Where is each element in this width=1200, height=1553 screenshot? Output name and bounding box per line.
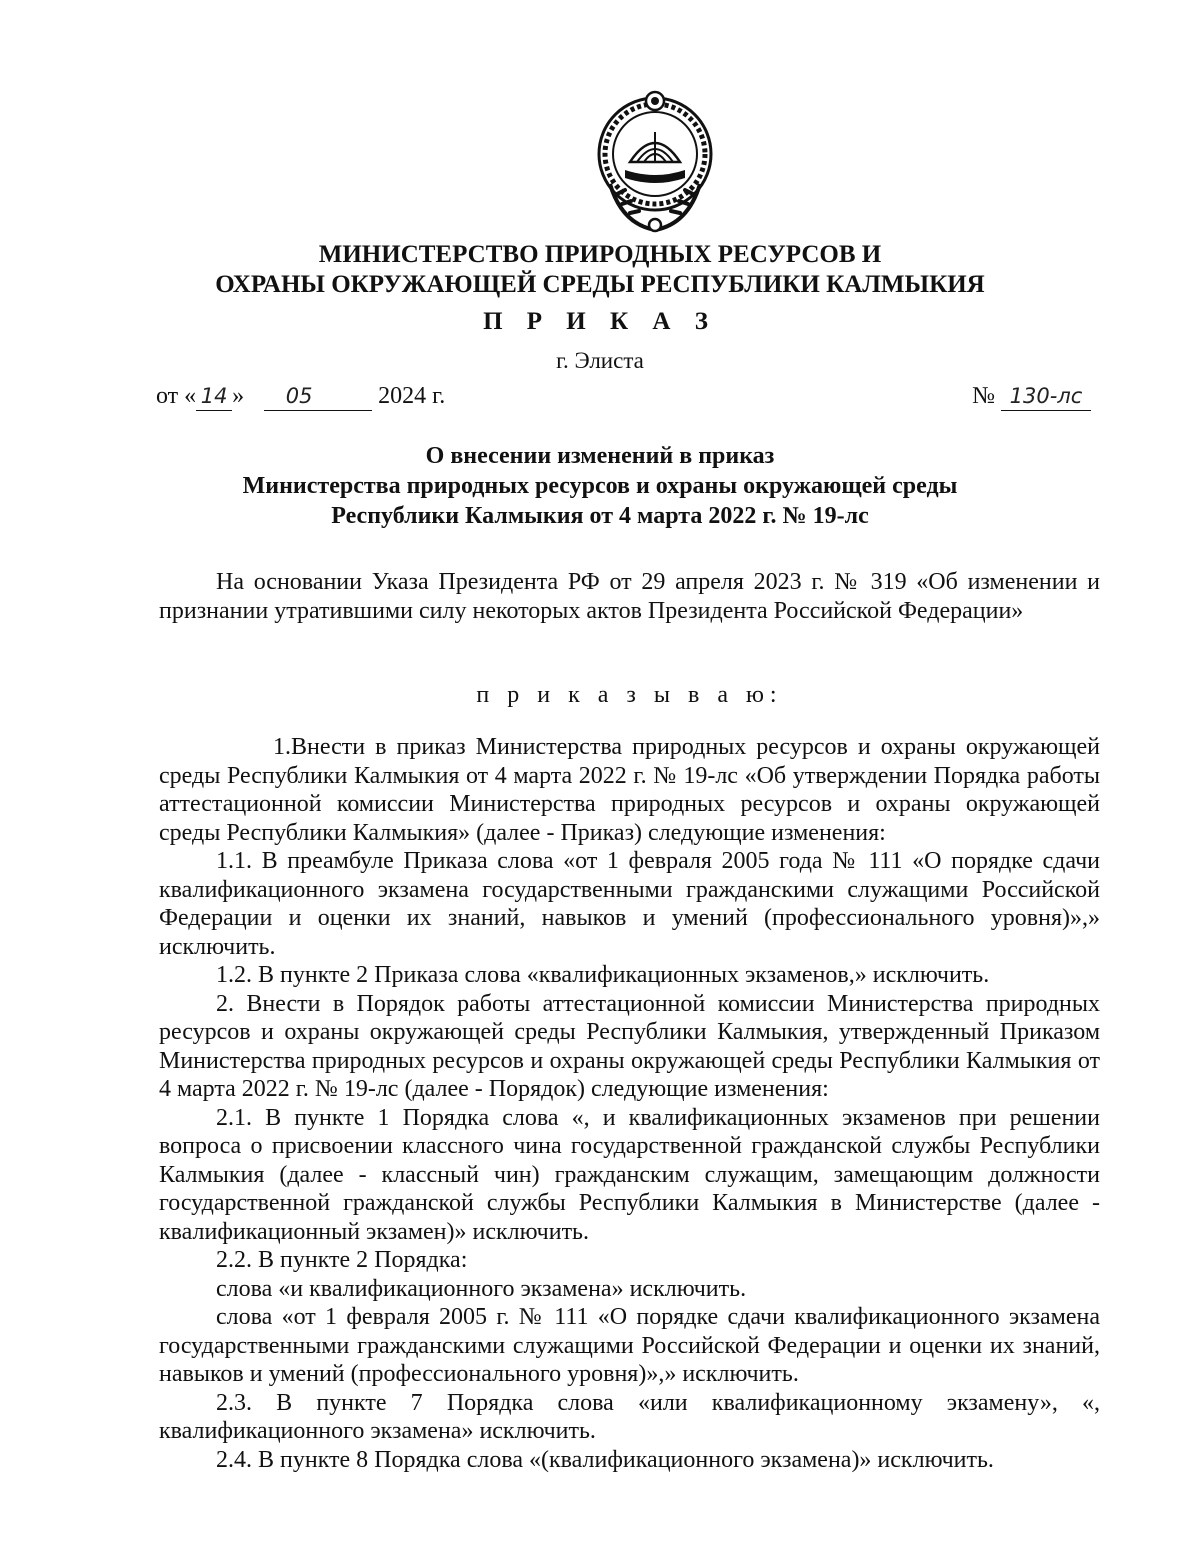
- order-item: слова «от 1 февраля 2005 г. № 111 «О порядке сдачи квалификационного экзамена государственными гражданскими служащими Российской Федерации и оценки их знаний, навыков и умений (профессионального уровня)»,» исключить.: [159, 1304, 1100, 1387]
- order-items: [159, 733, 1100, 1474]
- order-item: 2.2. В пункте 2 Порядка:: [216, 1247, 468, 1273]
- coat-of-arms-emblem-icon: [592, 84, 718, 234]
- order-item: [159, 733, 1100, 847]
- order-item: слова «и квалификационного экзамена» исключить.: [216, 1275, 747, 1302]
- order-date: [156, 383, 445, 411]
- date-mid: »: [232, 383, 245, 409]
- preamble: [159, 568, 1100, 625]
- order-item: 2. Внести в Порядок работы аттестационной комиссии Министерства природных ресурсов и охраны окружающей среды Республики Калмыкия, утвержденный Приказом Министерства природных ресурсов и охраны окружающей среды Республики Калмыкия от 4 марта 2022 г. № 19-лс (далее - Порядок) следующие изменения:: [159, 990, 1100, 1102]
- order-item: 2.1. В пункте 1 Порядка слова «, и квалификационных экзаменов при решении вопроса о присвоении классного чина государственной гражданской службы Республики Калмыкия (далее - классный чин) гражданским служащим, замещающим должности государственной гражданской службы Республики Калмыкия в Министерстве (далее - квалификационный экзамен)» исключить.: [159, 1104, 1100, 1245]
- order-number: [972, 383, 1091, 411]
- number-prefix: №: [972, 383, 995, 409]
- item-number: 1.: [273, 734, 291, 760]
- date-prefix: от «: [156, 383, 197, 409]
- order-item: 2.3. В пункте 7 Порядка слова «или квалификационному экзамену», «, квалификационного экзамена» исключить.: [159, 1389, 1100, 1444]
- item-text: Внести в приказ Министерства природных ресурсов и охраны окружающей среды Республики Калмыкия от 4 марта 2022 г. № 19-лс «Об утверждении Порядка работы аттестационной комиссии Министерства природных ресурсов и охраны окружающей среды Республики Калмыкия» (далее - Приказ) следующие изменения:: [159, 734, 1100, 846]
- order-item: 1.1. В преамбуле Приказа слова «от 1 февраля 2005 года № 111 «О порядке сдачи квалификационного экзамена государственными гражданскими служащими Российской Федерации и оценки их знаний, навыков и умений (профессионального уровня)»,» исключить.: [159, 848, 1100, 960]
- ministry-name-line2: ОХРАНЫ ОКРУЖАЮЩЕЙ СРЕДЫ РЕСПУБЛИКИ КАЛМЫКИЯ: [215, 271, 985, 298]
- date-year: 2024 г.: [378, 383, 446, 409]
- date-line: [156, 383, 1091, 419]
- ministry-name: [150, 240, 1050, 300]
- date-day: 14: [200, 384, 228, 408]
- subject-line1: О внесении изменений в приказ: [425, 443, 775, 469]
- preamble-text: На основании Указа Президента РФ от 29 апреля 2023 г. № 319 «Об изменении и признании утратившими силу некоторых актов Президента Российской Федерации»: [159, 569, 1100, 624]
- order-item: 1.2. В пункте 2 Приказа слова «квалификационных экзаменов,» исключить.: [216, 962, 990, 988]
- subject-line2: Министерства природных ресурсов и охраны окружающей среды: [242, 473, 958, 499]
- number-value: 130-лс: [1009, 384, 1083, 408]
- subject-line3: Республики Калмыкия от 4 марта 2022 г. № 19-лс: [331, 503, 869, 529]
- ministry-name-line1: МИНИСТЕРСТВО ПРИРОДНЫХ РЕСУРСОВ И: [318, 241, 882, 268]
- order-subject: [150, 441, 1050, 531]
- order-title: П Р И К А З: [483, 308, 717, 335]
- orders-word: п р и к а з ы в а ю:: [476, 682, 783, 708]
- city: г. Элиста: [556, 348, 644, 373]
- order-item: 2.4. В пункте 8 Порядка слова «(квалификационного экзамена)» исключить.: [216, 1446, 994, 1473]
- date-month: 05: [285, 384, 313, 408]
